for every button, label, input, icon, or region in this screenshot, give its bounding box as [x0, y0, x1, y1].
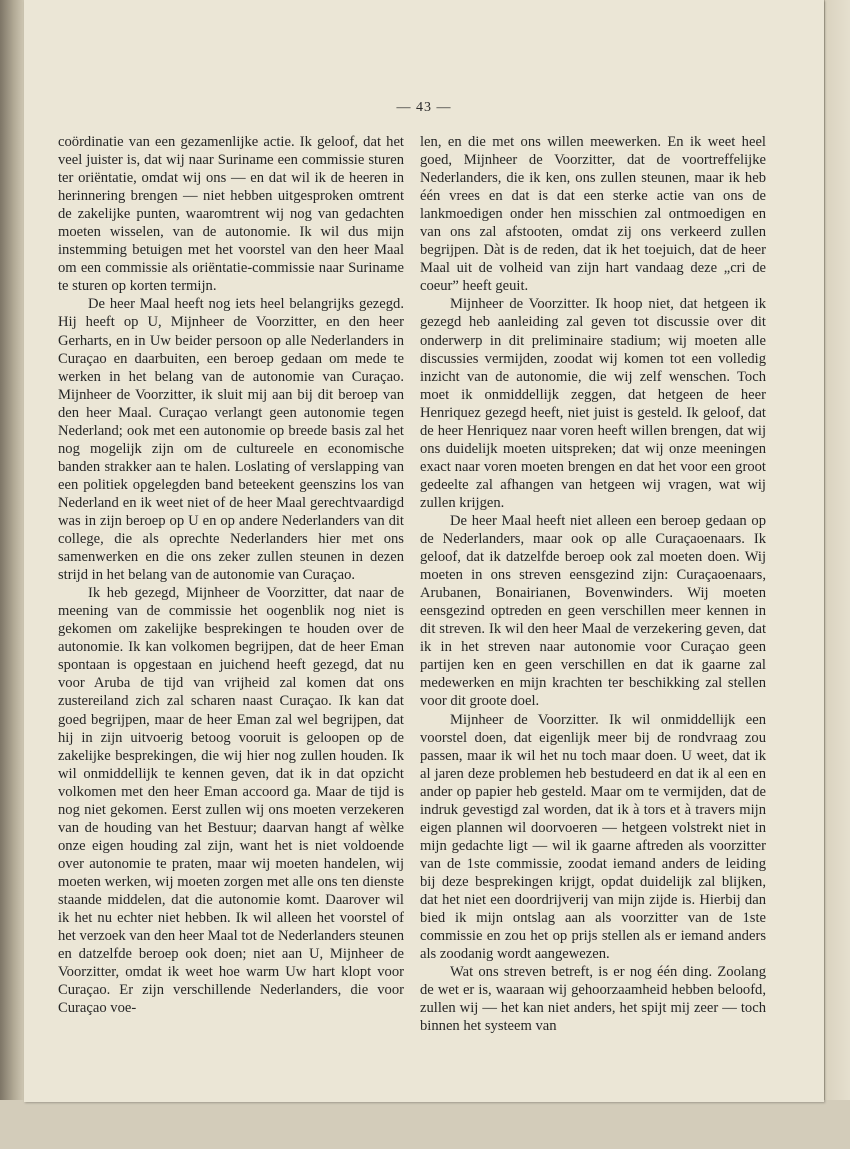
right-column — [420, 133, 766, 1035]
paragraph: Mijnheer de Voorzitter. Ik hoop niet, dat hetgeen ik gezegd heb aanleiding zal geven tot discussie over dit onderwerp in dit preliminaire stadium; wij moeten alle discussies vermijden, zoodat wij komen tot een volledig inzicht van de autonomie, die wij zelf wenschen. Toch moet ik onmiddellijk zeggen, dat hetgeen de heer Henriquez gezegd heeft, niet juist is gesteld. Ik geloof, dat de heer Henriquez naar voren heeft willen brengen, dat wij ons duidelijk moeten uitspreken; dat wij onze meeningen exact naar voren moeten brengen en dat het voor een groot gedeelte zal afhangen van hetgeen wij vragen, wat wij zullen krijgen. — [420, 296, 766, 511]
paragraph: len, en die met ons willen meewerken. En ik weet heel goed, Mijnheer de Voorzitter, dat de voortreffelijke Nederlanders, die ik ken, ons zullen steunen, maar ik heb één vrees en dat is dat een sterke actie van ons de lankmoedigen onder hen misschien zal ontmoedigen en van ons zal afstooten, omdat zij ons verkeerd zullen begrijpen. Dàt is de reden, dat ik het toejuich, dat de heer Maal uit de volheid van zijn hart vandaag deze „cri de coeur” heeft geuit. — [420, 134, 766, 295]
paragraph: Ik heb gezegd, Mijnheer de Voorzitter, dat naar de meening van de commissie het oogenblik nog niet is gekomen om zakelijke besprekingen te houden over de autonomie. Ik kan volkomen begrijpen, dat de heer Eman spontaan is opgestaan en juichend heeft gezegd, dat nu voor Aruba de tijd van vrijheid zal komen dat ons zustereiland zich zal scharen naast Curaçao. Ik kan dat goed begrijpen, maar de heer Eman zal wel begrijpen, dat hij in zijn uitvoerig betoog vooruit is geloopen op de zakelijke besprekingen, die wij hier nog zullen houden. Ik wil onmiddellijk te kennen geven, dat ik in dat opzicht volkomen met den heer Eman accoord ga. Maar de tijd is nog niet gekomen. Eerst zullen wij ons moeten verzekeren van de houding van het Bestuur; daarvan hangt af wèlke onze eigen houding zal zijn, want het is niet voldoende over autonomie te praten, maar wij moeten handelen, wij moeten werken, wij moeten zorgen met alle ons ten dienste staande middelen, dat die autonomie komt. Daarover wil ik het nu echter niet hebben. Ik wil alleen het voorstel of het verzoek van den heer Maal tot de Nederlanders steunen en datzelfde beroep ook doen; niet aan U, Mijnheer de Voorzitter, omdat ik weet hoe warm Uw hart klopt voor Curaçao. Er zijn verschillende Nederlanders, die voor Curaçao voe- — [58, 585, 404, 1017]
document-page — [24, 0, 824, 1102]
left-column — [58, 133, 404, 1017]
page-number: — 43 — — [396, 100, 452, 115]
scan-right-edge — [824, 0, 850, 1149]
paragraph: Mijnheer de Voorzitter. Ik wil onmiddellijk een voorstel doen, dat eigenlijk meer bij de rondvraag zou passen, maar ik wil het nu toch maar doen. U weet, dat ik al jaren deze problemen heb bestudeerd en dat ik al een en ander op papier heb gesteld. Maar om te vermijden, dat de indruk gevestigd zal worden, dat ik à tors et à travers mijn eigen plannen wil doorvoeren — hetgeen volstrekt niet in mijn gedachte ligt — wil ik gaarne aftreden als voorzitter van de 1ste commissie, zoodat iemand anders de leiding bij deze besprekingen krijgt, opdat duidelijk zal blijken, dat het niet een doordrijverij van mijn zijde is. Hierbij dan bied ik mijn ontslag aan als voorzitter van de 1ste commissie en zou het op prijs stellen als er iemand anders als zoodanig wordt aangewezen. — [420, 711, 766, 963]
paragraph: De heer Maal heeft nog iets heel belangrijks gezegd. Hij heeft op U, Mijnheer de Voorzitter, en den heer Gerharts, en in Uw beider persoon op alle Nederlanders in Curaçao en daarbuiten, een beroep gedaan om mede te werken in het belang van de autonomie van Curaçao. Mijnheer de Voorzitter, ik sluit mij aan bij dit beroep van den heer Maal. Curaçao verlangt geen autonomie tegen Nederland; ook met een autonomie op breede basis zal het nog mogelijk zijn om de cultureele en economische banden strakker aan te halen. Loslating of verslapping van een politiek opgelegden band beteekent geenszins los van Nederland en ik weet niet of de heer Maal gerechtvaardigd was in zijn beroep op U en op andere Nederlanders van dit college, die als oprechte Nederlanders hier met ons samenwerken en die ons zeker zullen steunen in dezen strijd in het belang van de autonomie van Curaçao. — [58, 296, 404, 584]
paragraph: Wat ons streven betreft, is er nog één ding. Zoolang de wet er is, waaraan wij gehoorzaamheid hebben beloofd, zullen wij — het kan niet anders, het spijt mij zeer — toch binnen het systeem van — [420, 964, 766, 1035]
paragraph: coördinatie van een gezamenlijke actie. Ik geloof, dat het veel juister is, dat wij naar Suriname een commissie sturen ter oriëntatie, omdat wij ons — en dat wil ik de heeren in herinnering brengen — niet hebben uitgesproken omtrent de zakelijke punten, waaromtrent wij nog van gedachten moeten wisselen, van de autonomie. Ik wil dus mijn instemming betuigen met het voorstel van den heer Maal om een commissie als oriëntatie-commissie naar Suriname te sturen op korten termijn. — [58, 134, 404, 295]
paragraph: De heer Maal heeft niet alleen een beroep gedaan op de Nederlanders, maar ook op alle Curaçaoenaars. Ik geloof, dat ik datzelfde beroep ook zal moeten doen. Wij moeten in ons streven eensgezind zijn: Curaçaoenaars, Arubanen, Bonairianen, Bovenwinders. Wij moeten eensgezind optreden en geen verschillen meer kennen in dit streven. Ik wil den heer Maal de verzekering geven, dat ik in het streven naar autonomie voor Curaçao geen partijen ken en geen verschillen en dat ik gaarne zal medewerken en mijn krachten ter beschikking zal stellen voor dit groote doel. — [420, 512, 766, 710]
scan-bottom-edge — [0, 1100, 850, 1149]
scan-binding-shadow — [0, 0, 24, 1149]
